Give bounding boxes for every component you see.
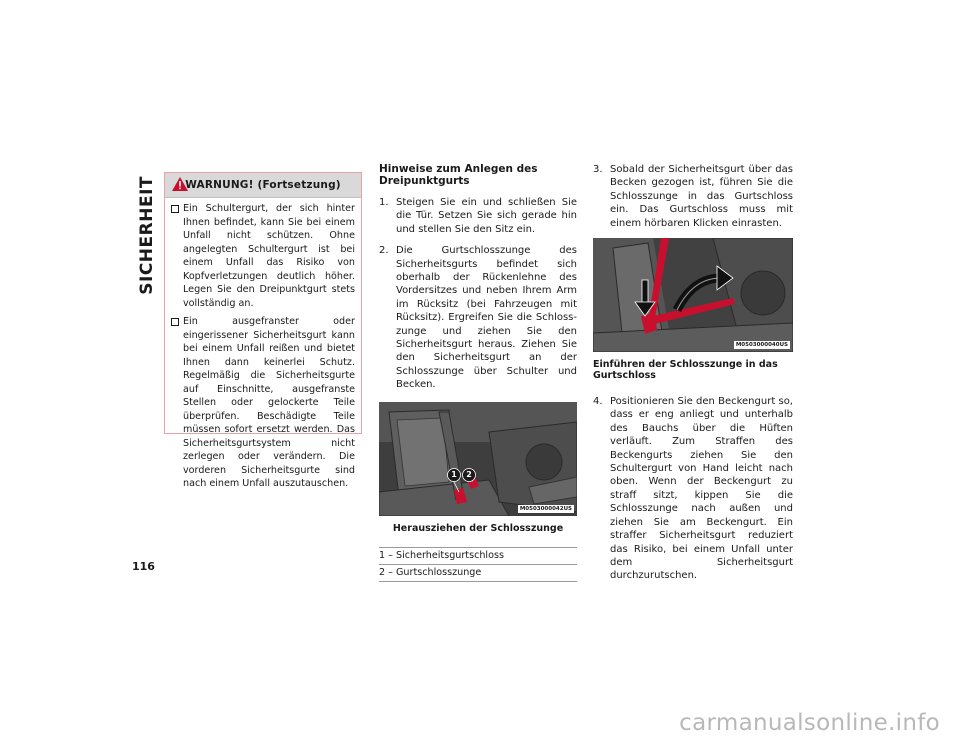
square-bullet-icon	[171, 318, 179, 326]
watermark: carmanualsonline.info	[679, 710, 940, 736]
warning-triangle-icon	[171, 176, 189, 192]
step-text: Sobald der Sicherheitsgurt über das Becken gezogen ist, führen Sie die Schlosszunge in das Gurtschloss ein. Das Gurtschloss muss mit einem hörbaren Klicken einrasten.	[610, 164, 793, 229]
step-number: 2.	[379, 245, 389, 257]
step-number: 4.	[593, 396, 603, 408]
warning-title: WARNUNG! (Fortsetzung)	[185, 179, 341, 191]
page-number: 116	[132, 560, 155, 573]
warning-list	[165, 198, 361, 491]
buckle-illustration	[593, 238, 793, 352]
warning-item-text: Ein ausgefranster oder eingerissener Sicherheitsgurt kann bei einem Unfall reißen und bietet Ihnen dann keinerlei Schutz. Regelmäßig die Sicherheitsgurte auf Einschnitte, ausgefranste Stellen oder gelockerte Teile überprüfen. Beschädigte Teile müssen sofort ersetzt werden. Das Sicherheitsgurtsystem nicht zerlegen oder verändern. Die vorderen Sicherheitsgurte sind nach einem Unfall auszutauschen.	[183, 316, 355, 489]
figure-caption: Einführen der Schlosszunge in das Gurtschloss	[593, 359, 778, 382]
warning-header	[165, 173, 361, 198]
step-text: Die Gurtschlosszunge des Sicherheitsgurts befindet sich oberhalb der Rückenlehne des Vordersitzes und neben Ihrem Arm im Rücksitz (bei Fahrzeugen mit Rücksitz). Ergreifen Sie die Schlosszunge und ziehen Sie den Sicherheitsgurt heraus. Ziehen Sie den Sicherheitsgurt an der Schlosszunge über Schulter und Becken.	[396, 245, 577, 391]
step-number: 1.	[379, 197, 389, 208]
step-item	[379, 244, 577, 391]
warning-item	[171, 202, 355, 310]
figure-code: M0503000040US	[735, 342, 788, 349]
warning-item	[171, 315, 355, 491]
seat-illustration	[379, 402, 577, 516]
square-bullet-icon	[171, 205, 179, 213]
legend-row: 2 – Gurtschlosszunge	[379, 565, 577, 582]
step-text: Positionieren Sie den Beckengurt so, dass er eng anliegt und unterhalb des Bauchs über die Hüften verläuft. Zum Straffen des Beckengurts ziehen Sie den Schultergurt von Hand leicht nach oben. Wenn der Beckengurt zu straff sitzt, kippen Sie die Schlosszunge nach außen und ziehen Sie am Beckengurt. Ein straffer Sicherheitsgurt reduziert das Risiko, bei einem Unfall unter dem Sicherheitsgurt durchzurutschen.	[610, 396, 793, 582]
section-tab: SICHERHEIT	[137, 176, 157, 295]
warning-box	[164, 172, 362, 489]
step-number: 3.	[593, 164, 603, 175]
callout-label-2: 2	[466, 469, 472, 479]
column-2	[379, 163, 577, 582]
figure-insert-tongue	[593, 238, 793, 352]
callout-label-1: 1	[451, 469, 457, 479]
legend-row: 1 – Sicherheitsgurtschloss	[379, 548, 577, 565]
column-3	[593, 163, 793, 591]
warning-item-text: Ein Schultergurt, der sich hinter Ihnen befindet, kann Sie bei einem Unfall nicht schützen. Ohne angelegten Schultergurt ist bei einem Unfall das Risiko von Kopfverletzungen deutlich höher. Legen Sie den Dreipunktgurt stets vollständig an.	[183, 203, 355, 309]
figure-legend	[379, 547, 577, 582]
step-item	[379, 196, 577, 236]
figure-caption: Herausziehen der Schlosszunge	[392, 522, 564, 534]
step-item	[593, 163, 793, 230]
step-text: Steigen Sie ein und schließen Sie die Tür. Setzen Sie sich gerade hin und stellen Sie den Sitz ein.	[396, 197, 577, 235]
step-item	[593, 395, 793, 583]
figure-seat-buckle	[379, 402, 577, 516]
figure-code: M0503000042US	[519, 505, 572, 512]
section-heading: Hinweise zum Anlegen des Dreipunktgurts	[379, 163, 538, 187]
